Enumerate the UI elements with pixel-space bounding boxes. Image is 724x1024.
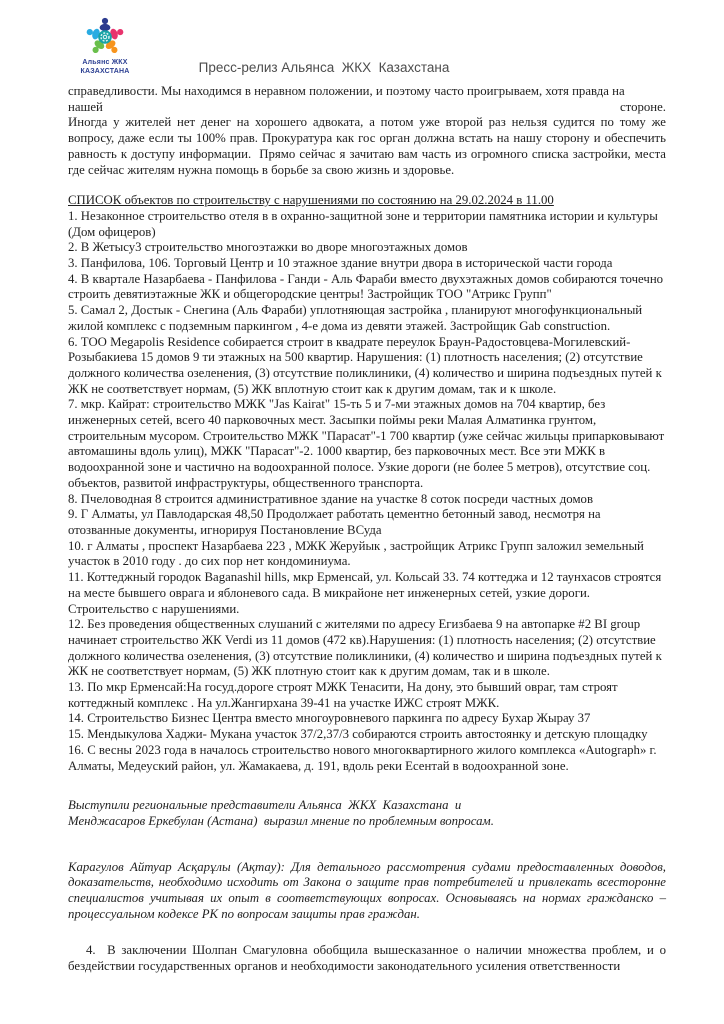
alliance-logo-icon: [76, 16, 134, 58]
intro-line-1: справедливости. Мы находимся в неравном положении, и поэтому часто проигрываем, хотя правда на: [68, 84, 625, 98]
list-item-5: 5. Самал 2, Достык - Снегина (Аль Фараби) уплотняющая застройка , планируют многофункциональный жилой комплекс с подземным паркингом , 4-е дома из девяти этажей. Застройщик Gab construction.: [68, 303, 643, 333]
speakers-line-2: Менджасаров Еркебулан (Астана) выразил мнение по проблемным вопросам.: [68, 813, 494, 828]
intro-paragraph: [68, 84, 670, 178]
karagulov-paragraph: Карагулов Айтуар Асқарұлы (Ақтау): Для детального рассмотрения судами предоставленных доводов, доказательств, необходимо исходить от Закона о защите прав потребителей и привлекать всесторонне специалистов учитывая их опыт в соответствующих вопросах. Основываясь на нормах гражданско – процессуальном кодексе РК по вопросам защиты прав граждан.: [68, 859, 670, 921]
list-item-8: 8. Пчеловодная 8 строится административное здание на участке 8 соток посреди частных домов: [68, 491, 593, 506]
intro-rest: Иногда у жителей нет денег на хорошего адвоката, а потом уже второй раз нельзя судится по тому же вопросу, даже если ты 100% прав. Прокуратура как гос орган должна встать на нашу сторону и обеспечить равность к доступу информации. Прямо сейчас я зачитаю вам часть из огромного списка застройки, места где сейчас жителям нужна помощь в борьбе за свою жизнь и здоровье.: [68, 115, 670, 177]
list-item-9: 9. Г Алматы, ул Павлодарская 48,50 Продолжает работать цементно бетонный завод, несмотря на отозванные документы, игнорируя Постановление ВСуда: [68, 507, 601, 537]
list-item-13: 13. По мкр Ерменсай:На госуд.дороге строят МЖК Тенасити, На дону, это бывший овраг, там строят коттеджный комплекс . На ул.Жангирхана 39-41 на участке ИЖС строят МЖК.: [68, 680, 618, 710]
list-item-11: 11. Коттеджный городок Baganashil hills, мкр Ерменсай, ул. Кольсай 33. 74 коттеджа и 12 таунхасов строятся на месте бывшего оврага и яблоневого сада. В микрайоне нет инженерных сетей, узкие дороги. Строительство с нарушениями.: [68, 570, 662, 616]
list-item-6: 6. ТОО Megapolis Residence собирается строит в квадрате переулок Браун-Радостовцева-Могилевский-Розыбакиева 15 домов 9 ти этажных на 500 квартир. Нарушения: (1) плотность населения; (2) отсутствие должного количества озеленения, (3) отсутствие поликлиники, (4) количество и ширина подъездных путей к ЖК не соответствует нормам, (5) ЖК вплотную стоит как к другим домам, так и к школе.: [68, 334, 662, 396]
list-item-15: 15. Мендыкулова Хаджи- Мукана участок 37/2,37/3 собираются строить автостоянку и детскую площадку: [68, 727, 648, 742]
list-item-1: 1. Незаконное строительство отеля в в охранно-защитной зоне и территории памятника истории и культуры (Дом офицеров): [68, 208, 658, 239]
list-heading: СПИСОК объектов по строительству с нарушениями по состоянию на 29.02.2024 в 11.00: [68, 193, 554, 208]
speakers-paragraph: [68, 798, 666, 829]
intro-line-2: [68, 100, 666, 116]
list-item-4: 4. В квартале Назарбаева - Панфилова - Ганди - Аль Фараби вместо двухэтажных домов собираются точечно строить девятиэтажные ЖК и общегородские центры! Застройщик ТОО "Атрикс Групп": [68, 271, 664, 302]
gear-icon: [98, 30, 112, 44]
logo-caption-line1: Альянс ЖКХ: [82, 59, 128, 66]
violations-list: [68, 209, 666, 774]
intro-line-2-left: нашей: [68, 99, 103, 114]
speakers-line-1: Выступили региональные представители Альянса ЖКХ Казахстана и: [68, 798, 462, 813]
list-item-12: 12. Без проведения общественных слушаний с жителями по адресу Егизбаева 9 на автопарке #2 BI group начинает строительство ЖК Verdi из 11 домов (472 кв).Нарушения: (1) плотность населения; (2) отсутствие должного количества озеленения, (3) отсутствие поликлиники, (4) количество и ширина подъездных путей к ЖК не соответствует нормам, (5) ЖК плотную стоит как к другим домам, так и в школе.: [68, 617, 662, 679]
list-item-14: 14. Строительство Бизнес Центра вместо многоуровневого паркинга по адресу Бухар Жырау 37: [68, 711, 591, 726]
list-item-16: 16. С весны 2023 года в началось строительство нового многоквартирного жилого комплекса «Autograph» г. Алматы, Медеуский район, ул. Жамакаева, д. 191, вдоль реки Есентай в водоохранной зоне.: [68, 742, 657, 773]
closing-paragraph: 4. В заключении Шолпан Смагуловна обобщила вышесказанное о наличии множества проблем, и о бездействии государственных органов и необходимости законодательного усиления ответственности: [68, 943, 670, 974]
intro-line-2-right: стороне.: [619, 99, 666, 114]
list-item-7: 7. мкр. Кайрат: строительство МЖК "Jas Kairat" 15-ть 5 и 7-ми этажных домов на 704 квартир, без инженерных сетей, всего 40 парковочных мест. Засыпки поймы реки Малая Алматинка грунтом, строительным мусором. Строительство МЖК "Парасат"-1 700 квартир (уже сейчас жильцы припарковывают автомашины вдоль улиц), МЖК "Парасат"-2. 1000 квартир, без парковочных мест. Все эти МЖК в водоохранной зоне и частично на водоохранной полосе. Узкие дороги (не более 5 метров), отсутствие соц. объектов, развитой инфраструктуры, общественного транспорта.: [68, 397, 665, 490]
page-title: Пресс-релиз Альянса ЖКХ Казахстана: [198, 60, 450, 75]
list-item-3: 3. Панфилова, 106. Торговый Центр и 10 этажное здание внутри двора в исторической части города: [68, 256, 613, 271]
list-item-2: 2. В Жетысу3 строительство многоэтажки во дворе многоэтажных домов: [68, 240, 468, 255]
list-item-10: 10. г Алматы , проспект Назарбаева 223 , МЖК Жеруйык , застройщик Атрикс Групп заложил земельный участок в 2010 году . до сих пор нет кондоминиума.: [68, 538, 644, 569]
logo-caption-line2: КАЗАХСТАНА: [80, 67, 130, 75]
document-body: [68, 84, 670, 975]
